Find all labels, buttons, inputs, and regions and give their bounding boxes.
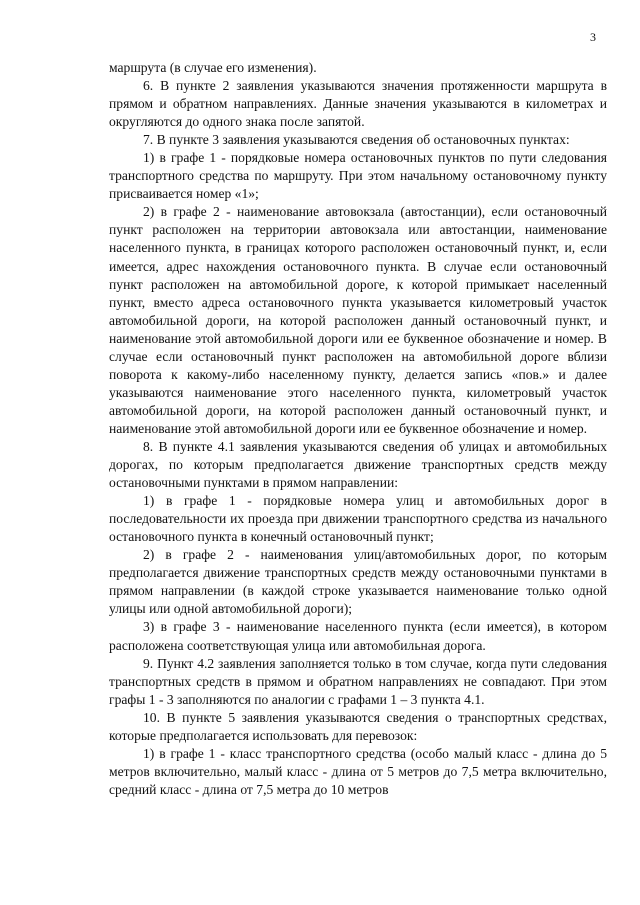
paragraph-item-8: 8. В пункте 4.1 заявления указываются сведения об улицах и автомобильных дорогах, по которым предполагается движение транспортных средств между остановочными пунктами в прямом направлении: xyxy=(109,438,607,491)
page-number: 3 xyxy=(590,30,596,44)
document-body xyxy=(109,59,607,799)
paragraph-item-7-1: 1) в графе 1 - порядковые номера остановочных пунктов по пути следования транспортного средства по маршруту. При этом начальному остановочному пункту присваивается номер «1»; xyxy=(109,150,607,202)
paragraph-item-10: 10. В пункте 5 заявления указываются сведения о транспортных средствах, которые предполагается использовать для перевозок: xyxy=(109,709,607,743)
paragraph-item-6: 6. В пункте 2 заявления указываются значения протяженности маршрута в прямом и обратном направлениях. Данные значения указываются в километрах и округляются до одного знака после запятой. xyxy=(109,78,607,130)
paragraph-item-10-1: 1) в графе 1 - класс транспортного средства (особо малый класс - длина до 5 метров включительно, малый класс - длина от 5 метров до 7,5 метра включительно, средний класс - длина от 7,5 метра до 10 метров xyxy=(109,745,607,797)
paragraph-item-8-2: 2) в графе 2 - наименования улиц/автомобильных дорог, по которым предполагается движение транспортных средств между остановочными пунктами в прямом направлении (в каждой строке указывается наименование только одной улицы или одной автомобильной дороги); xyxy=(109,547,607,617)
paragraph-item-9: 9. Пункт 4.2 заявления заполняется только в том случае, когда пути следования транспортных средств в прямом и обратном направлениях не совпадают. При этом графы 1 - 3 заполняются по аналогии с графами 1 – 3 пункта 4.1. xyxy=(109,655,607,707)
paragraph-item-8-1: 1) в графе 1 - порядковые номера улиц и автомобильных дорог в последовательности их проезда при движении транспортного средства из начального остановочного пункта в конечный остановочный пункт; xyxy=(109,493,607,545)
paragraph-route-change: маршрута (в случае его изменения). xyxy=(109,60,317,75)
paragraph-item-7-2: 2) в графе 2 - наименование автовокзала (автостанции), если остановочный пункт расположен на территории автовокзала или автостанции, наименование населенного пункта, в границах которого расположен остановочный пункт, и, если имеется, адрес нахождения остановочного пункта. В случае если остановочный пункт расположен на автомобильной дороге, к которой примыкает населенный пункт, вместо адреса остановочного пункта указывается километровый участок автомобильной дороги, на которой расположен данный остановочный пункт, и наименование этой автомобильной дороги или ее буквенное обозначение и номер. В случае если остановочный пункт расположен на автомобильной дороге вблизи поворота к какому-либо населенному пункту, делается запись «пов.» и далее указываются наименование этого населенного пункта, километровый участок автомобильной дороги, на которой расположен данный остановочный пункт, и наименование этой автомобильной дороги или ее буквенное обозначение и номер. xyxy=(109,204,607,436)
paragraph-item-7: 7. В пункте 3 заявления указываются сведения об остановочных пунктах: xyxy=(143,132,570,148)
paragraph-item-8-3: 3) в графе 3 - наименование населенного пункта (если имеется), в котором расположена соответствующая улица или автомобильная дорога. xyxy=(109,619,607,653)
